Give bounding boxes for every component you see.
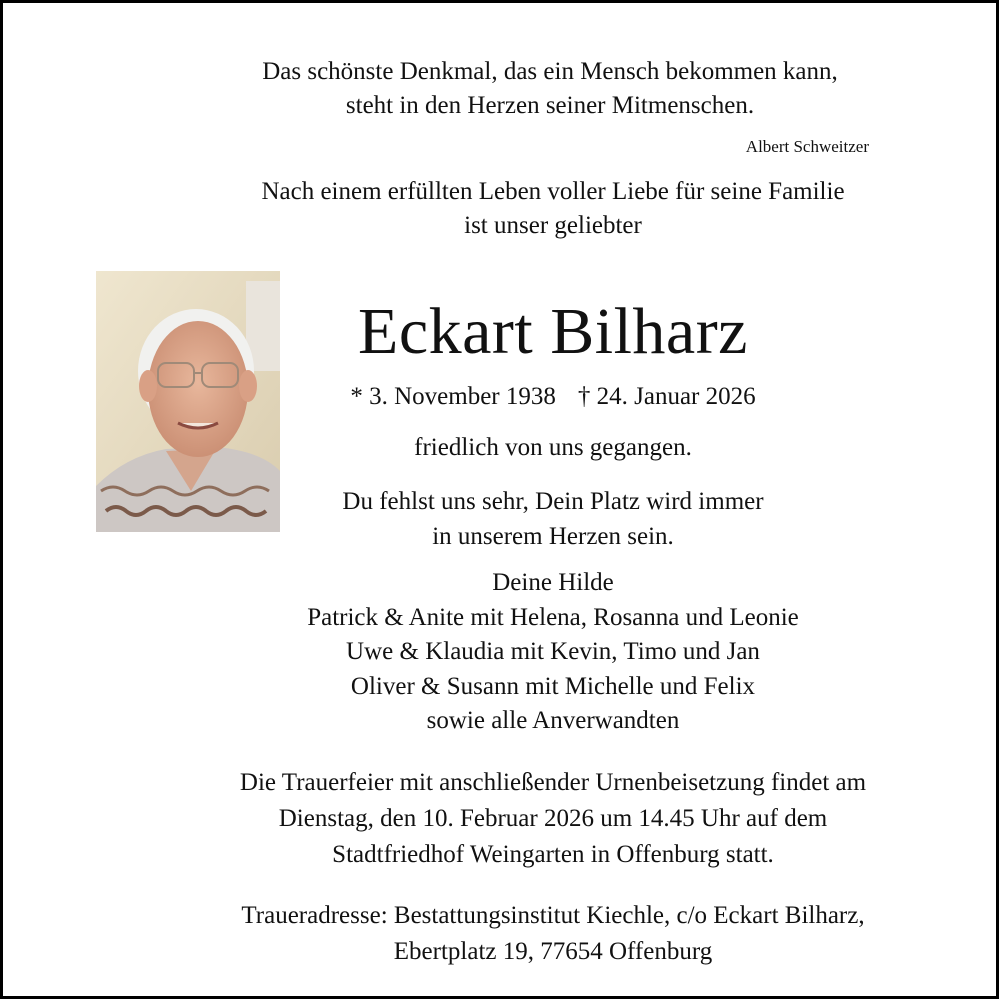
mourning-address [150, 898, 956, 970]
quote-line: steht in den Herzen seiner Mitmenschen. [345, 92, 755, 119]
quote-author: Albert Schweitzer [745, 137, 869, 156]
ceremony-line: Dienstag, den 10. Februar 2026 um 14.45 Uhr auf dem [278, 805, 828, 832]
passed-text: friedlich von uns gegangen. [414, 434, 692, 461]
intro-line: Nach einem erfüllten Leben voller Liebe für seine Familie [261, 178, 845, 205]
miss-line: Du fehlst uns sehr, Dein Platz wird immer [342, 488, 764, 515]
family-line: sowie alle Anverwandten [426, 707, 680, 734]
birth-date: * 3. November 1938 [350, 383, 556, 410]
death-date: † 24. Januar 2026 [577, 383, 756, 410]
family-line: Patrick & Anite mit Helena, Rosanna und Leonie [307, 603, 799, 631]
life-dates [300, 380, 806, 414]
intro-line: ist unser geliebter [464, 212, 642, 239]
ceremony-text [150, 765, 956, 873]
ceremony-line: Stadtfriedhof Weingarten in Offenburg statt. [332, 841, 774, 868]
deceased-name: Eckart Bilharz [358, 295, 748, 368]
miss-line: in unserem Herzen sein. [432, 523, 674, 550]
intro-text [200, 175, 906, 243]
family-line: Uwe & Klaudia mit Kevin, Timo und Jan [346, 638, 760, 665]
quote [200, 55, 900, 123]
family-line: Oliver & Susann mit Michelle und Felix [350, 672, 756, 700]
family-line: Deine Hilde [492, 569, 614, 596]
miss-text [300, 484, 806, 554]
quote-line: Das schönste Denkmal, das ein Mensch bekommen kann, [262, 58, 838, 85]
ceremony-line: Die Trauerfeier mit anschließender Urnenbeisetzung findet am [239, 769, 867, 796]
address-line: Traueradresse: Bestattungsinstitut Kiechle, c/o Eckart Bilharz, [241, 902, 865, 929]
family-list [230, 566, 876, 739]
address-line: Ebertplatz 19, 77654 Offenburg [393, 938, 713, 965]
portrait-photo [96, 271, 280, 532]
